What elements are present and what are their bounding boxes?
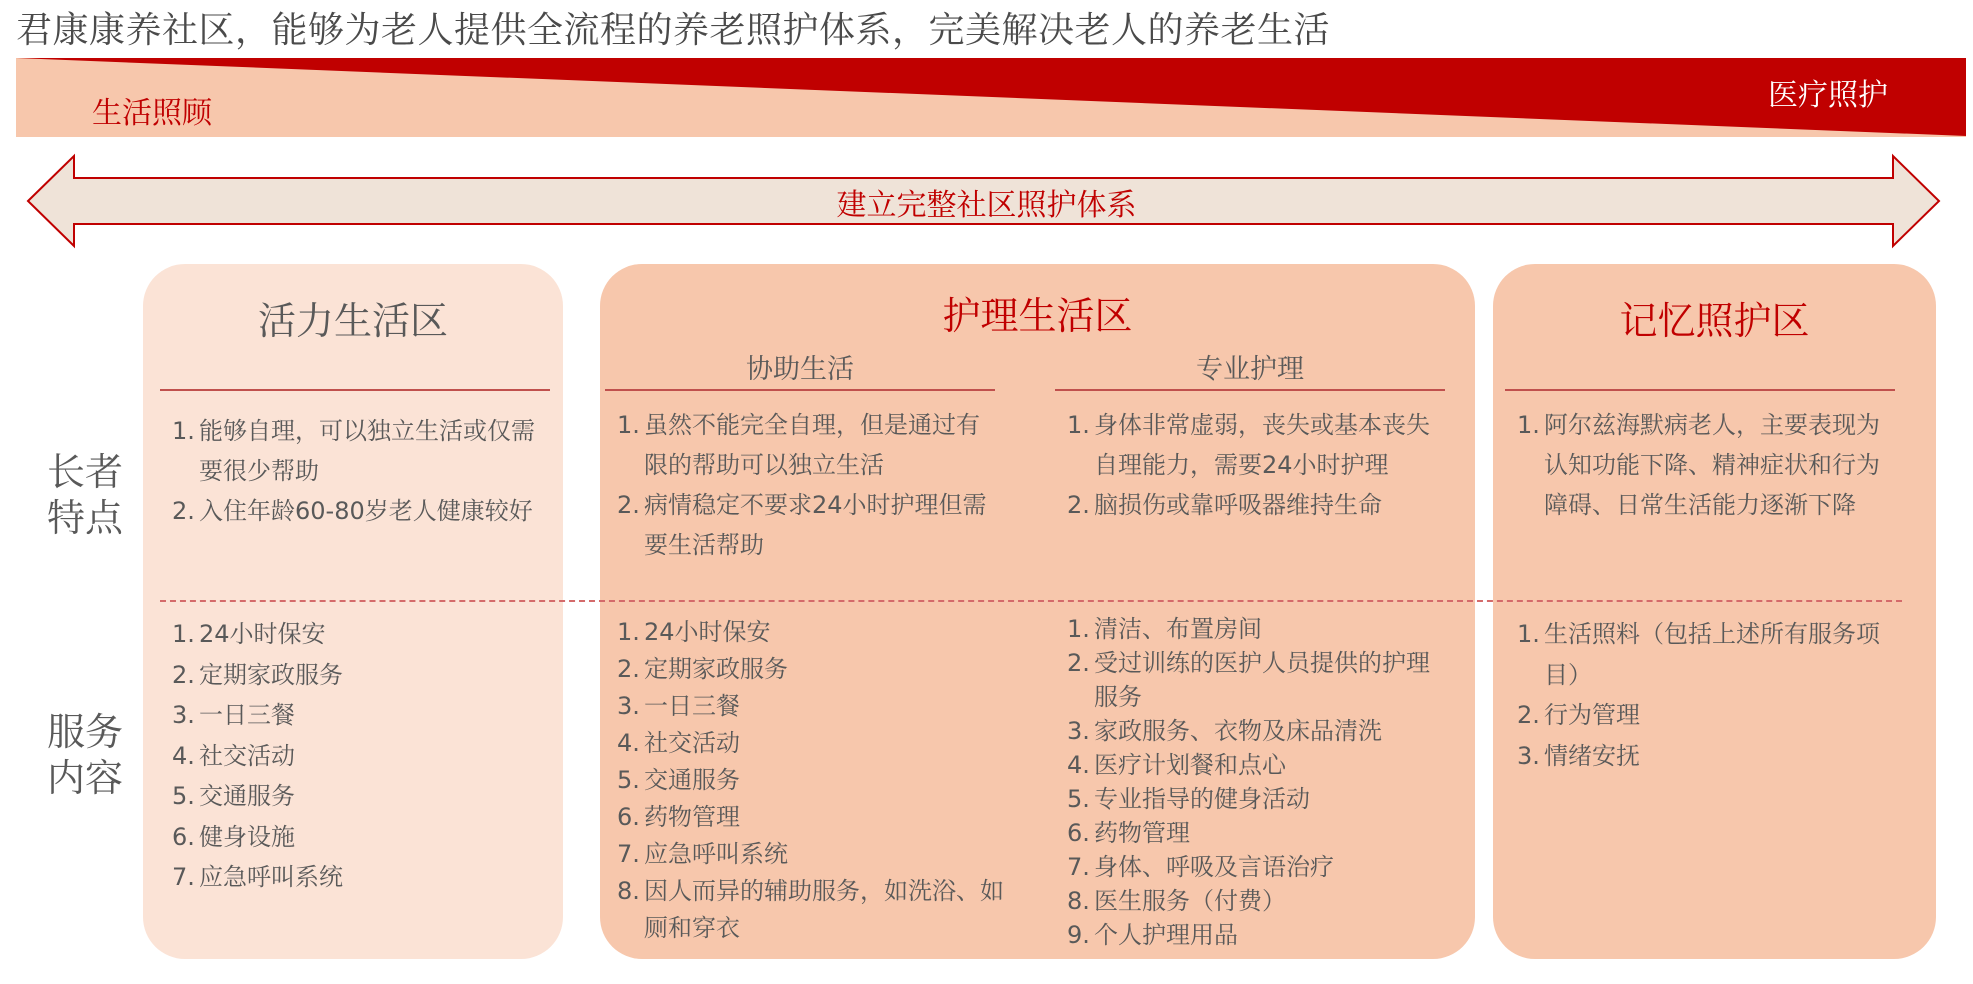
list-item: 5. 交通服务 <box>617 766 740 794</box>
list-item: 7. 应急呼叫系统 <box>617 840 788 868</box>
list-item: 1. 虽然不能完全自理，但是通过有限的帮助可以独立生活 <box>617 411 980 479</box>
list-item: 7. 应急呼叫系统 <box>172 863 343 891</box>
list-item: 5. 专业指导的健身活动 <box>1067 785 1310 813</box>
list-item: 2. 行为管理 <box>1517 701 1640 729</box>
list-item: 5. 交通服务 <box>172 782 295 810</box>
list-item: 3. 家政服务、衣物及床品清洗 <box>1067 717 1382 745</box>
list-item: 9. 个人护理用品 <box>1067 921 1238 949</box>
list-item: 4. 社交活动 <box>617 729 740 757</box>
list-item: 3. 一日三餐 <box>172 701 295 729</box>
assisted-living-subtitle: 协助生活 <box>746 354 854 385</box>
list-item: 1. 能够自理，可以独立生活或仅需要很少帮助 <box>172 417 535 485</box>
list-item: 2. 定期家政服务 <box>617 655 788 683</box>
list-item: 2. 定期家政服务 <box>172 660 343 689</box>
list-item: 6. 药物管理 <box>1067 819 1190 847</box>
active-services-list <box>172 614 547 898</box>
list-item: 3. 一日三餐 <box>617 692 740 720</box>
active-zone-title: 活力生活区 <box>257 299 448 343</box>
list-item: 1. 24小时保安 <box>617 618 771 646</box>
memory-care-panel <box>1493 264 1936 959</box>
nursing-zone-title: 护理生活区 <box>942 294 1133 338</box>
memory-zone-title: 记忆照护区 <box>1619 299 1810 343</box>
assisted-services-list <box>617 614 1007 947</box>
elder-features-label-line: 长者 <box>46 450 123 494</box>
list-item: 1. 24小时保安 <box>172 620 326 648</box>
list-item: 4. 社交活动 <box>172 741 295 770</box>
list-item: 1. 生活照料（包括上述所有服务项目） <box>1517 620 1880 689</box>
service-content-label-line: 内容 <box>46 756 123 800</box>
list-item: 2. 病情稳定不要求24小时护理但需要生活帮助 <box>617 491 987 559</box>
list-item: 8. 因人而异的辅助服务，如洗浴、如厕和穿衣 <box>617 877 1004 942</box>
list-item: 3. 情绪安抚 <box>1517 741 1640 770</box>
memory-features-list <box>1517 405 1887 525</box>
assisted-features-list <box>617 405 992 565</box>
elder-features-label-line: 特点 <box>46 496 123 540</box>
elder-features-label <box>30 449 140 541</box>
professional-title-rule <box>1055 389 1445 391</box>
active-features-list <box>172 411 547 531</box>
list-item: 1. 阿尔兹海默病老人，主要表现为认知功能下降、精神症状和行为障碍、日常生活能力逐渐下降 <box>1517 411 1880 519</box>
section-divider <box>160 600 1902 602</box>
professional-features-list <box>1067 405 1437 525</box>
list-item: 8. 医生服务（付费） <box>1067 887 1286 915</box>
list-item: 4. 医疗计划餐和点心 <box>1067 751 1286 779</box>
assisted-title-rule <box>605 389 995 391</box>
page-title: 君康康养社区，能够为老人提供全流程的养老照护体系，完美解决老人的养老生活 <box>16 10 1331 51</box>
life-care-label: 生活照顾 <box>92 96 212 131</box>
professional-nursing-subtitle: 专业护理 <box>1196 354 1304 385</box>
list-item: 6. 健身设施 <box>172 822 295 851</box>
list-item: 7. 身体、呼吸及言语治疗 <box>1067 853 1334 881</box>
list-item: 2. 脑损伤或靠呼吸器维持生命 <box>1067 491 1382 519</box>
list-item: 2. 受过训练的医护人员提供的护理服务 <box>1067 649 1430 711</box>
list-item: 1. 清洁、布置房间 <box>1067 615 1262 643</box>
list-item: 1. 身体非常虚弱，丧失或基本丧失自理能力，需要24小时护理 <box>1067 411 1430 479</box>
service-content-label <box>30 709 140 801</box>
list-item: 6. 药物管理 <box>617 803 740 831</box>
arrow-label: 建立完整社区照护体系 <box>836 188 1137 223</box>
service-content-label-line: 服务 <box>46 710 123 754</box>
medical-care-label: 医疗照护 <box>1768 78 1888 113</box>
list-item: 2. 入住年龄60-80岁老人健康较好 <box>172 497 533 525</box>
memory-title-rule <box>1505 389 1895 391</box>
active-title-rule <box>160 389 550 391</box>
professional-services-list <box>1067 612 1442 952</box>
memory-services-list <box>1517 614 1887 776</box>
